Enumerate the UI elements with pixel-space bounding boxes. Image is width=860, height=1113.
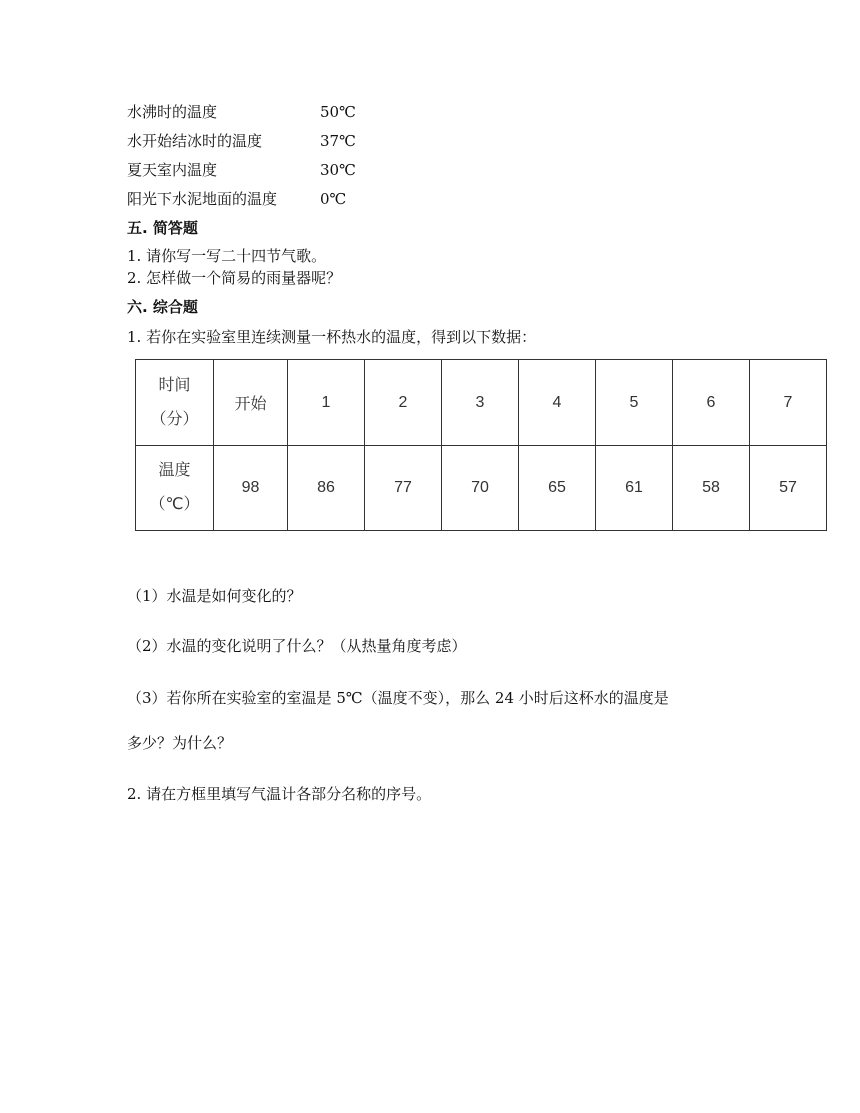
match-row: [127, 160, 356, 180]
table-cell: 58: [673, 446, 750, 531]
section-5-question-1: 1. 请你写一写二十四节气歌。: [127, 247, 327, 265]
table-cell: 1: [288, 360, 365, 446]
match-left: 阳光下水泥地面的温度: [127, 190, 278, 208]
row-header-time: [136, 360, 214, 446]
match-right: 0℃: [320, 190, 347, 208]
table-cell: 3: [442, 360, 519, 446]
header-unit: （℃）: [149, 496, 200, 513]
section-6-question-2: 2. 请在方框里填写气温计各部分名称的序号。: [127, 785, 432, 803]
table-cell: 7: [750, 360, 827, 446]
match-right: 50℃: [320, 103, 356, 121]
match-left: 水沸时的温度: [127, 103, 218, 121]
match-row: [127, 131, 356, 151]
sub-question-3-line-1: （3）若你所在实验室的室温是 5℃（温度不变），那么 24 小时后这杯水的温度是: [127, 689, 669, 707]
table-cell: 开始: [214, 360, 288, 446]
match-row: [127, 189, 346, 209]
section-6-question-1: 1. 若你在实验室里连续测量一杯热水的温度，得到以下数据：: [127, 328, 537, 346]
row-header-temperature: [136, 446, 214, 531]
sub-question-2: （2）水温的变化说明了什么？（从热量角度考虑）: [127, 637, 467, 655]
match-left: 夏天室内温度: [127, 161, 218, 179]
match-right: 37℃: [320, 132, 356, 150]
table-cell: 65: [519, 446, 596, 531]
sub-question-3-line-2: 多少？为什么？: [127, 734, 233, 752]
sub-question-1: （1）水温是如何变化的？: [127, 587, 302, 605]
table-cell: 5: [596, 360, 673, 446]
section-6-title: 六. 综合题: [127, 298, 198, 316]
section-5-question-2: 2. 怎样做一个简易的雨量器呢？: [127, 269, 342, 287]
table-row-time: [136, 360, 827, 446]
table-cell: 61: [596, 446, 673, 531]
table-cell: 57: [750, 446, 827, 531]
match-row: [127, 102, 356, 122]
table-row-temperature: [136, 446, 827, 531]
table-cell: 2: [365, 360, 442, 446]
header-label: 时间: [158, 376, 191, 394]
table-cell: 77: [365, 446, 442, 531]
table-cell: 86: [288, 446, 365, 531]
table-cell: 98: [214, 446, 288, 531]
temperature-table: [135, 359, 827, 531]
match-right: 30℃: [320, 161, 356, 179]
match-left: 水开始结冰时的温度: [127, 132, 263, 150]
header-unit: （分）: [150, 410, 199, 428]
table-cell: 4: [519, 360, 596, 446]
header-label: 温度: [158, 462, 191, 479]
table-cell: 70: [442, 446, 519, 531]
table-cell: 6: [673, 360, 750, 446]
section-5-title: 五. 简答题: [127, 219, 198, 237]
